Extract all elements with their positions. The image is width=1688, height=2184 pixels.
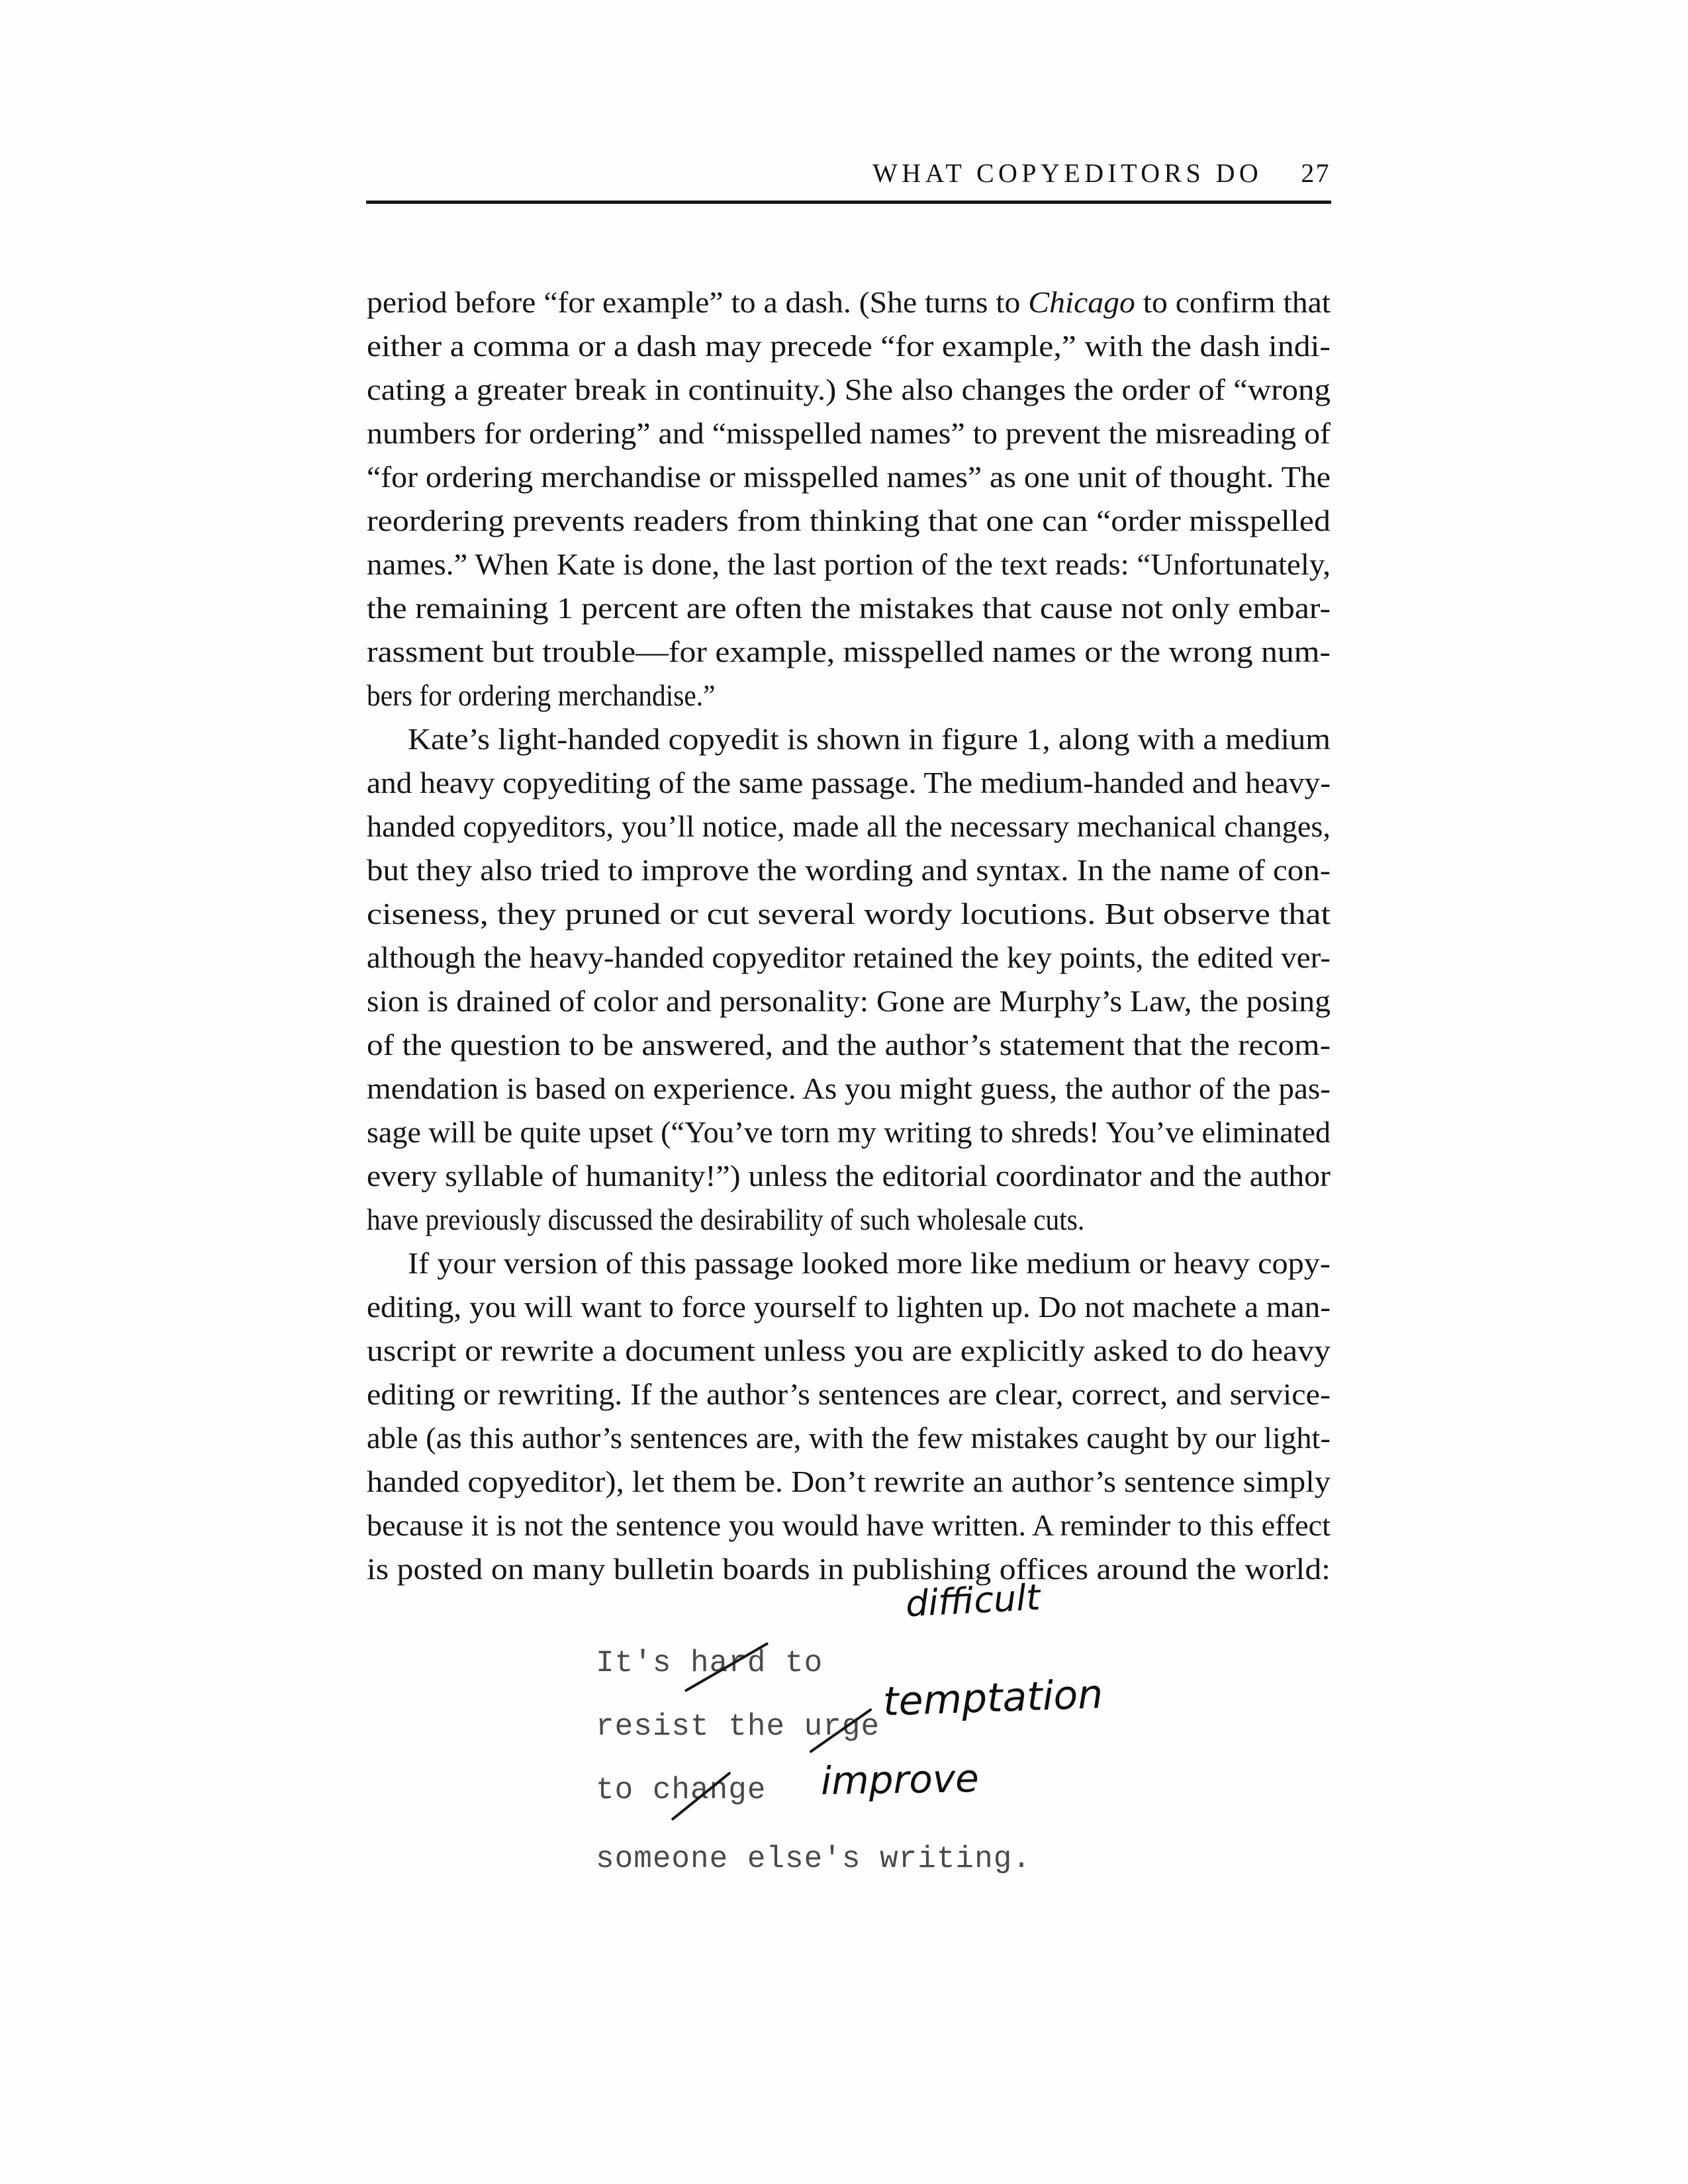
body-line: [367, 1416, 1331, 1460]
typewriter-line: resist the urge: [596, 1709, 880, 1744]
body-line-text: mendation is based on experience. As you might guess, the author of the pas-: [367, 1071, 1331, 1105]
body-line-text: sion is drained of color and personality: Gone are Murphy’s Law, the posing: [367, 984, 1331, 1018]
body-line-text: Kate’s light-handed copyedit is shown in figure 1, along with a medium: [408, 722, 1331, 756]
header-rule: [366, 201, 1331, 204]
text-segment: period before “for example” to a dash. (She turns to: [367, 285, 1029, 319]
body-line: [367, 1023, 1331, 1067]
body-line: [367, 1242, 1331, 1285]
body-line: [367, 848, 1331, 892]
body-line: [367, 1547, 1331, 1591]
body-line-text: [367, 281, 1331, 324]
body-line-text: but they also tried to improve the wording and syntax. In the name of con-: [367, 853, 1331, 887]
body-line: [367, 281, 1331, 324]
body-line-text: numbers for ordering” and “misspelled names” to prevent the misreading of: [367, 416, 1331, 450]
body-line: [367, 1198, 1331, 1242]
body-line-text: and heavy copyediting of the same passage. The medium-handed and heavy-: [367, 766, 1331, 799]
italic-title: Chicago: [1028, 285, 1135, 319]
body-line-text: rassment but trouble—for example, misspelled names or the wrong num-: [367, 635, 1331, 668]
body-line-text: is posted on many bulletin boards in publishing offices around the world:: [367, 1552, 1331, 1586]
body-line: [367, 368, 1331, 412]
body-line-text: ciseness, they pruned or cut several wordy locutions. But observe that: [367, 897, 1331, 931]
handwritten-correction: temptation: [882, 1671, 1104, 1725]
handwritten-correction: difficult: [904, 1576, 1041, 1625]
body-line: [367, 1067, 1331, 1111]
body-line: [367, 717, 1331, 761]
body-line-text: have previously discussed the desirability of such wholesale cuts.: [367, 1203, 1085, 1236]
body-line: [367, 455, 1331, 499]
body-line-text: If your version of this passage looked more like medium or heavy copy-: [408, 1246, 1331, 1280]
body-line-text: every syllable of humanity!”) unless the editorial coordinator and the author: [367, 1159, 1331, 1193]
typewriter-line: It's hard to: [596, 1646, 823, 1680]
body-line-text: editing or rewriting. If the author’s sentences are clear, correct, and service-: [367, 1377, 1331, 1411]
body-line: [367, 892, 1331, 936]
body-line: [367, 1154, 1331, 1198]
body-line-text: uscript or rewrite a document unless you are explicitly asked to do heavy: [367, 1334, 1331, 1367]
body-line-text: reordering prevents readers from thinking that one can “order misspelled: [367, 504, 1331, 537]
body-line-text: handed copyeditor), let them be. Don’t rewrite an author’s sentence simply: [367, 1465, 1331, 1498]
body-line: [367, 1329, 1331, 1373]
body-line-text: the remaining 1 percent are often the mistakes that cause not only embar-: [367, 591, 1331, 625]
body-line: [367, 1504, 1331, 1547]
body-line: [367, 630, 1331, 674]
body-line: [367, 1460, 1331, 1504]
body-line-text: either a comma or a dash may precede “for example,” with the dash indi-: [367, 329, 1331, 363]
handwritten-correction: improve: [820, 1755, 980, 1804]
typewriter-line: to change: [596, 1773, 767, 1807]
running-head-title: WHAT COPYEDITORS DO: [872, 158, 1263, 188]
body-line: [367, 324, 1331, 368]
body-line-text: cating a greater break in continuity.) She also changes the order of “wrong: [367, 373, 1331, 406]
body-line-text: bers for ordering merchandise.”: [367, 678, 716, 712]
body-line: [367, 1285, 1331, 1329]
typewriter-line: someone else's writing.: [596, 1842, 1031, 1876]
running-head: [367, 158, 1331, 189]
body-line: [367, 586, 1331, 630]
body-line-text: handed copyeditors, you’ll notice, made all the necessary mechanical changes,: [367, 809, 1331, 843]
body-line: [367, 674, 1331, 717]
body-line-text: because it is not the sentence you would have written. A reminder to this effect: [367, 1508, 1331, 1542]
body-line-text: although the heavy-handed copyeditor retained the key points, the edited ver-: [367, 940, 1331, 974]
page-number: 27: [1301, 158, 1331, 188]
body-line: [367, 761, 1331, 805]
body-line: [367, 936, 1331, 979]
body-line: [367, 499, 1331, 543]
body-line-text: names.” When Kate is done, the last portion of the text reads: “Unfortunately,: [367, 547, 1331, 581]
body-line: [367, 979, 1331, 1023]
text-segment: to confirm that: [1135, 285, 1331, 319]
body-line: [367, 1111, 1331, 1154]
body-line-text: able (as this author’s sentences are, with the few mistakes caught by our light-: [367, 1421, 1331, 1455]
body-line: [367, 543, 1331, 586]
body-line: [367, 412, 1331, 455]
body-line-text: of the question to be answered, and the author’s statement that the recom-: [367, 1028, 1331, 1062]
body-line: [367, 805, 1331, 848]
body-line-text: sage will be quite upset (“You’ve torn my writing to shreds! You’ve eliminated: [367, 1115, 1331, 1149]
body-line-text: “for ordering merchandise or misspelled names” as one unit of thought. The: [367, 460, 1331, 494]
body-line: [367, 1373, 1331, 1416]
body-text: [367, 281, 1331, 1591]
body-line-text: editing, you will want to force yourself to lighten up. Do not machete a man-: [367, 1290, 1331, 1324]
